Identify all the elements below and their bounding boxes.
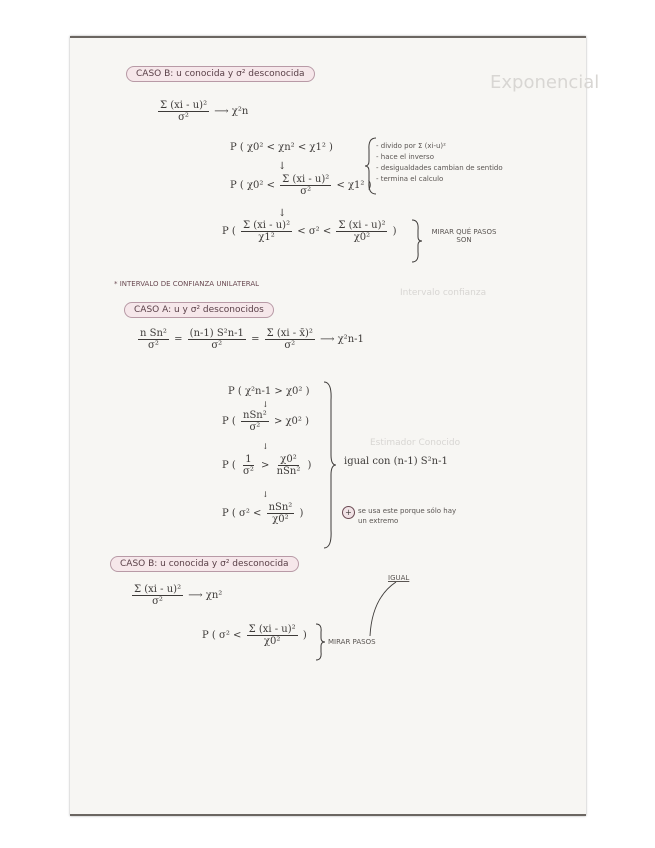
s2-denominator: σ² (249, 422, 261, 433)
f3-denominator: σ² (284, 340, 296, 351)
extremo-note: se usa este porque sólo hay un extremo (358, 507, 457, 525)
notebook-page (70, 36, 600, 816)
s3-left: P ( (222, 460, 236, 471)
caso-b2-probability (202, 624, 307, 647)
caso-a-formula: $\frac{\text{n Sn²}}{\text{σ²}}$ = $\frac{\text{(n-1) S²n-1}}{\text{σ²}}$ = $\frac{\text{Σ (xi - x̄)²}}{\text{σ²}}$ ⟶ χ²n-1 (140, 328, 364, 351)
caso-a-title: CASO A: u y σ² desconocidos (124, 302, 274, 318)
f2-numerator: (n-1) S²n-1 (189, 328, 244, 339)
igual-con-note: igual con (n-1) S²n-1 (344, 456, 448, 467)
s4-denominator: χ0² (272, 514, 289, 525)
mirar-pasos-brace (314, 622, 326, 662)
caso-a-step-3 (222, 454, 311, 477)
s4-right: ) (299, 508, 304, 519)
caso-a-brace (322, 380, 338, 550)
s2-numerator: nSn² (243, 410, 267, 421)
s3-middle: > (261, 460, 270, 471)
step-3-denominator-2: χ0² (353, 232, 371, 243)
formula-arrow: ⟶ χ²n-1 (320, 334, 364, 345)
f-denominator: σ² (152, 596, 163, 607)
step-3-numerator-2: Σ (xi - u)² (338, 220, 386, 231)
p-numerator: Σ (xi - u)² (248, 624, 296, 635)
note-line: - divido por Σ (xi-u)² (376, 142, 446, 150)
s4-numerator: nSn² (268, 502, 293, 513)
caso-b-formula (156, 100, 248, 123)
formula-arrow: ⟶ χn² (188, 590, 223, 601)
caso-b-title-2: CASO B: u conocida y σ² desconocida (110, 556, 299, 572)
mirar-pasos-label: MIRAR PASOS (328, 638, 376, 646)
note-line: - termina el calculo (376, 175, 444, 183)
down-arrow: ↓ (262, 400, 269, 409)
down-arrow: ↓ (262, 442, 269, 451)
s3-numerator-2: χ0² (280, 454, 297, 465)
caso-b-step-2 (230, 174, 372, 197)
p-denominator: χ0² (263, 636, 281, 647)
p-right: ) (302, 630, 307, 641)
note-badge: + (342, 506, 355, 519)
down-arrow: ↓ (262, 490, 269, 499)
f1-denominator: σ² (148, 340, 159, 351)
steps-notes (376, 141, 503, 185)
intervalo-title: * INTERVALO DE CONFIANZA UNILATERAL (114, 280, 260, 288)
p-left: P ( σ² < (202, 630, 242, 641)
f3-numerator: Σ (xi - x̄)² (266, 328, 313, 339)
mirar-brace (410, 218, 424, 264)
f-numerator: Σ (xi - u)² (134, 584, 182, 595)
mirar-pasos-note: MIRAR QUÉ PASOS SON (431, 228, 497, 244)
s3-denominator-2: nSn² (276, 466, 301, 477)
f1-numerator: n Sn² (140, 328, 167, 339)
step-3-numerator-1: Σ (xi - u)² (243, 220, 291, 231)
caso-b-title-1: CASO B: u conocida y σ² desconocida (126, 66, 315, 82)
note-line: - desigualdades cambian de sentido (376, 164, 503, 172)
note-line: - hace el inverso (376, 153, 434, 161)
s2-right: > χ0² ) (273, 416, 310, 427)
step-2-numerator: Σ (xi - u)² (282, 174, 330, 185)
step-3-middle: < σ² < (297, 226, 332, 237)
formula-arrow: ⟶ χ²n (214, 106, 249, 117)
caso-a-step-2 (222, 410, 309, 433)
caso-a-step-1: P ( χ²n-1 > χ0² ) (228, 386, 310, 397)
s3-numerator: 1 (245, 454, 252, 465)
step-2-denominator: σ² (300, 186, 312, 197)
step-2-left: P ( χ0² < (230, 180, 275, 191)
s3-denominator: σ² (243, 466, 254, 477)
down-arrow: ↓ (278, 161, 287, 172)
caso-a-step-4 (222, 502, 303, 525)
step-3-left: P ( (222, 226, 236, 237)
bleed-through-text: Intervalo confianza (400, 288, 487, 298)
down-arrow: ↓ (278, 208, 287, 219)
bleed-through-text: Exponencial (490, 72, 600, 93)
s3-right: ) (307, 460, 312, 471)
f2-denominator: σ² (211, 340, 223, 351)
caso-b-step-3 (222, 220, 397, 243)
step-2-right: < χ1² ) (336, 180, 372, 191)
formula-denominator: σ² (178, 112, 189, 123)
igual-arrow (366, 578, 406, 638)
step-3-right: ) (392, 226, 397, 237)
bleed-through-text: Estimador Conocido (370, 438, 461, 448)
igual-label: IGUAL (388, 574, 410, 582)
step-3-denominator-1: χ1² (258, 232, 275, 243)
s4-left: P ( σ² < (222, 508, 262, 519)
caso-b2-formula (130, 584, 222, 607)
s2-left: P ( (222, 416, 236, 427)
formula-numerator: Σ (xi - u)² (160, 100, 208, 111)
caso-b-step-1: P ( χ0² < χn² < χ1² ) (230, 142, 333, 153)
